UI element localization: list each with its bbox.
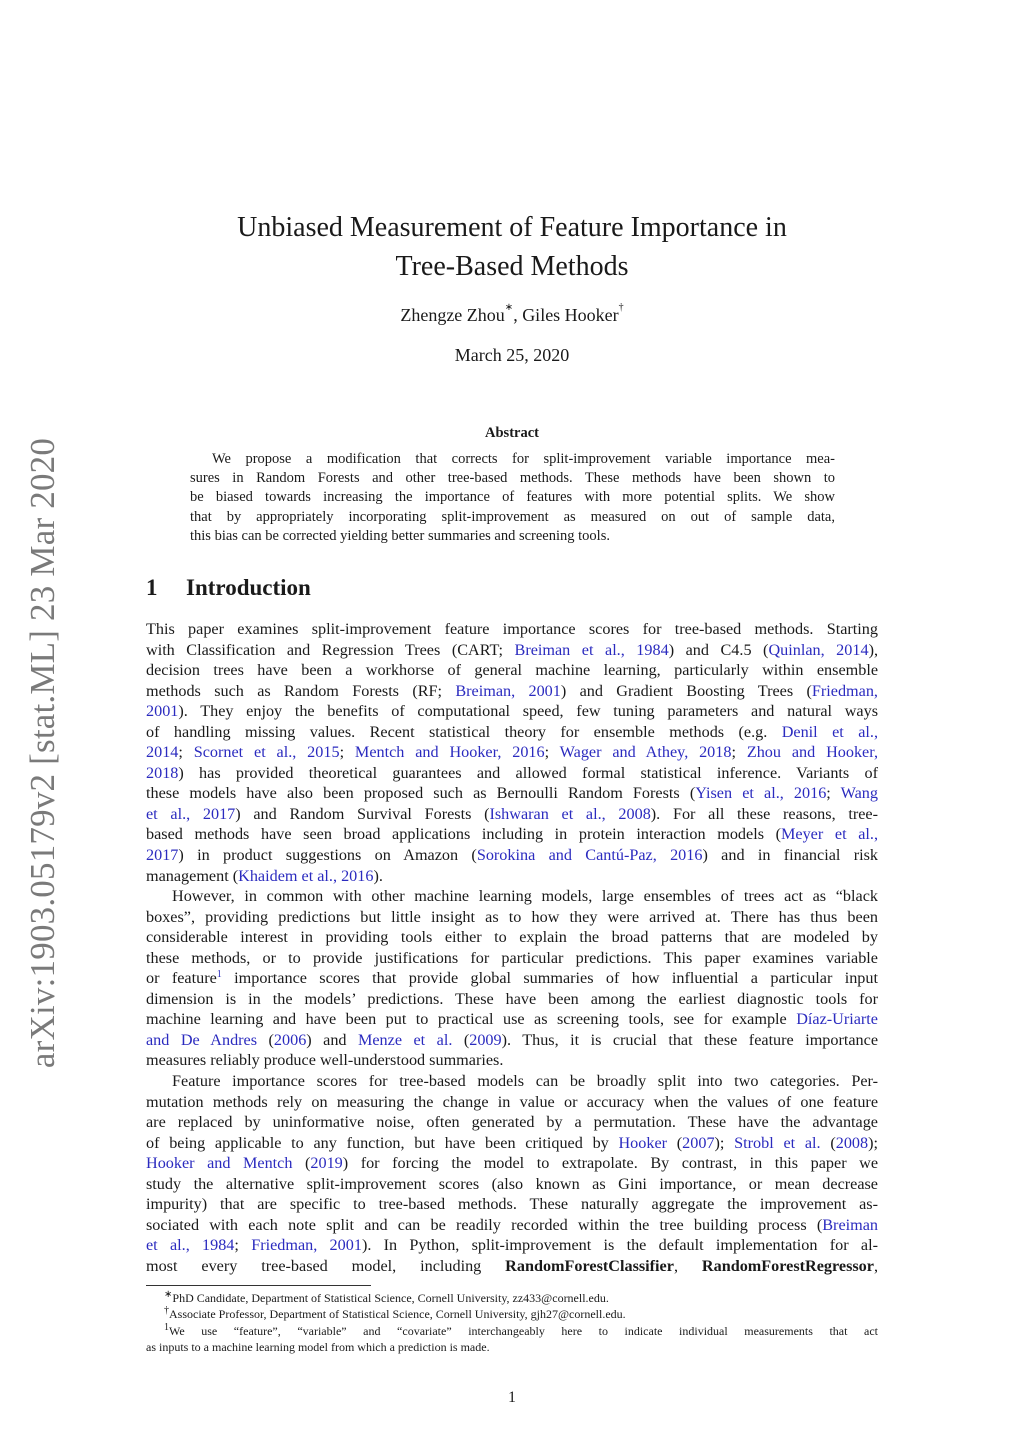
body-line: 2018) has provided theoretical guarantees and allowed formal statistical inference. Variants of (146, 763, 878, 782)
citation-link[interactable]: 2009 (469, 1030, 502, 1049)
body-line: 2001). They enjoy the benefits of computational speed, few tuning parameters and natural ways (146, 702, 878, 721)
citation-link[interactable]: Menze et al. (357, 1030, 453, 1049)
abstract-line: this bias can be corrected yielding better summaries and screening tools. (190, 527, 610, 544)
body-line: decision trees have been a workhorse of general machine learning, particularly within ensemble (146, 661, 878, 680)
citation-link[interactable]: Breiman, 2001 (455, 681, 561, 700)
code-term: RandomForestRegressor (701, 1256, 874, 1275)
citation-link[interactable]: Breiman (822, 1215, 878, 1234)
body-line: measures reliably produce well-understood summaries. (146, 1051, 504, 1070)
citation-link[interactable]: 2017 (146, 846, 179, 865)
citation-link[interactable]: et al., 2017 (146, 804, 236, 823)
arxiv-identifier (18, 435, 68, 1070)
body-line: et al., 1984; Friedman, 2001). In Python, split-improvement is the default implementation for al- (146, 1236, 878, 1255)
body-line: study the alternative split-improvement scores (also known as Gini importance, or mean decrease (146, 1174, 878, 1193)
citation-link[interactable]: Wager and Athey, 2018 (559, 743, 732, 762)
abstract-line: that by appropriately incorporating split-improvement as measured on out of sample data, (190, 508, 835, 525)
paper-date: March 25, 2020 (454, 345, 570, 365)
citation-link[interactable]: Friedman, (811, 681, 878, 700)
citation-link[interactable]: Quinlan, 2014 (768, 640, 869, 659)
citation-link[interactable]: 2018 (146, 763, 179, 782)
abstract-line: be biased towards increasing the importance of features with more potential splits. We show (190, 489, 835, 506)
citation-link[interactable]: Yisen et al., 2016 (695, 784, 827, 803)
body-line: methods such as Random Forests (RF; Breiman, 2001) and Gradient Boosting Trees (Friedman, (146, 681, 878, 700)
citation-link[interactable]: 2019 (310, 1154, 343, 1173)
citation-link[interactable]: 2014 (146, 743, 179, 762)
author-1-mark: ∗ (504, 302, 514, 313)
body-line: et al., 2017) and Random Survival Forests (Ishwaran et al., 2008). For all these reasons, tree- (146, 804, 878, 823)
body-text (146, 619, 878, 1277)
body-line: However, in common with other machine learning models, large ensembles of trees act as “black (172, 887, 878, 906)
footnote: $^1$We use “feature”, “variable” and “covariate” interchangeably here to indicate individual measurements that act (164, 1321, 878, 1338)
body-line: these models have also been proposed such as Bernoulli Random Forests (Yisen et al., 2016; Wang (146, 784, 878, 803)
body-line: considerable interest in providing tools either to explain the broad patterns that are modeled by (146, 928, 878, 947)
citation-link[interactable]: and De Andres (146, 1030, 258, 1049)
citation-link[interactable]: Mentch and Hooker, 2016 (354, 743, 545, 762)
title-line-2: Tree-Based Methods (395, 251, 629, 282)
citation-link[interactable]: Strobl et al. (734, 1133, 821, 1152)
citation-link[interactable]: 2006 (273, 1030, 307, 1049)
citation-link[interactable]: Meyer et al., (781, 825, 878, 844)
body-line: based methods have seen broad applications including in protein interaction models (Meyer et al., (146, 825, 878, 844)
code-term: RandomForestClassifier (505, 1256, 674, 1275)
footnote-rule (146, 1285, 371, 1286)
citation-link[interactable]: Hooker and Mentch (146, 1154, 293, 1173)
footnote-ref[interactable]: 1 (216, 969, 222, 981)
body-line: management (Khaidem et al., 2016). (146, 866, 383, 885)
citation-link[interactable]: Díaz-Uriarte (796, 1010, 878, 1029)
citation-link[interactable]: 2001 (146, 702, 179, 721)
author-2: Giles Hooker (522, 305, 619, 325)
footnotes (146, 1290, 878, 1355)
body-line: impurity) that are specific to tree-based methods. These naturally aggregate the improvement as- (146, 1195, 878, 1214)
section-number: 1 (146, 575, 158, 600)
body-line: This paper examines split-improvement feature importance scores for tree-based methods. Starting (146, 620, 878, 638)
title-line-1: Unbiased Measurement of Feature Importance in (237, 212, 787, 243)
abstract-heading: Abstract (485, 425, 539, 441)
citation-link[interactable]: 2007 (682, 1133, 715, 1152)
body-line: dimension is in the models’ predictions. These have been among the earliest diagnostic tools for (146, 989, 878, 1008)
citation-link[interactable]: Khaidem et al., 2016 (238, 866, 374, 885)
body-line: and De Andres (2006) and Menze et al. (2009). Thus, it is crucial that these feature importance (146, 1030, 879, 1049)
body-line: or feature$^1$ importance scores that provide global summaries of how influential a particular input (146, 969, 878, 988)
arxiv-identifier-text: arXiv:1903.05179v2 [stat.ML] 23 Mar 2020 (23, 437, 62, 1068)
paper-title (0, 208, 1024, 286)
body-line: mutation methods rely on measuring the change in value or accuracy when the values of one feature (146, 1092, 878, 1111)
authors: Zhengze Zhou∗, Giles Hooker† (400, 302, 624, 325)
body-line: of handling missing values. Recent statistical theory for ensemble methods (e.g. Denil et al., (146, 722, 879, 741)
body-line: 2014; Scornet et al., 2015; Mentch and Hooker, 2016; Wager and Athey, 2018; Zhou and Hooker, (146, 743, 879, 762)
section-title: Introduction (186, 575, 311, 600)
citation-link[interactable]: Ishwaran et al., 2008 (489, 804, 651, 823)
citation-link[interactable]: Friedman, 2001 (251, 1236, 362, 1255)
author-1: Zhengze Zhou (400, 305, 505, 325)
footnote-continuation: as inputs to a machine learning model from which a prediction is made. (146, 1339, 490, 1354)
abstract-line: We propose a modification that corrects for split-improvement variable importance mea- (212, 451, 835, 467)
body-line: Feature importance scores for tree-based models can be broadly split into two categories. Per- (172, 1072, 878, 1091)
citation-link[interactable]: Denil et al., (781, 722, 879, 741)
footnote: ∗PhD Candidate, Department of Statistical Science, Cornell University, zz433@cornell.edu. (164, 1289, 609, 1305)
body-line: are replaced by uninformative noise, often generated by a permutation. These have the advantage (146, 1113, 878, 1132)
citation-link[interactable]: 2008 (835, 1133, 869, 1152)
abstract-line: sures in Random Forests and other tree-based methods. These methods have been shown to (190, 470, 835, 487)
citation-link[interactable]: Sorokina and Cantú-Paz, 2016 (476, 846, 703, 865)
body-line: Hooker and Mentch (2019) for forcing the model to extrapolate. By contrast, in this paper we (146, 1154, 878, 1173)
abstract-body (190, 450, 835, 546)
body-line: boxes”, providing predictions but little insight as to how they were arrived at. There has thus been (146, 907, 878, 926)
body-line: most every tree-based model, including RandomForestClassifier, RandomForestRegressor, (146, 1256, 878, 1275)
citation-link[interactable]: Breiman et al., 1984 (514, 640, 669, 659)
body-line: with Classification and Regression Trees (CART; Breiman et al., 1984) and C4.5 (Quinlan, 2014), (146, 640, 878, 659)
body-line: sociated with each note split and can be readily recorded within the tree building process (Breiman (146, 1215, 878, 1234)
author-2-mark: † (618, 302, 624, 313)
page-number: 1 (508, 1389, 516, 1406)
citation-link[interactable]: Zhou and Hooker, (746, 743, 879, 762)
body-line: these methods, or to provide justifications for particular predictions. This paper examines variable (146, 948, 878, 967)
citation-link[interactable]: Scornet et al., 2015 (193, 743, 340, 762)
citation-link[interactable]: Hooker (618, 1133, 668, 1152)
citation-link[interactable]: et al., 1984 (146, 1236, 235, 1255)
section-heading (146, 575, 311, 601)
footnote: †Associate Professor, Department of Statistical Science, Cornell University, gjh27@cornell.edu. (164, 1305, 626, 1322)
body-line: of being applicable to any function, but have been critiqued by Hooker (2007); Strobl et al. (2008); (146, 1133, 878, 1152)
body-line: machine learning and have been put to practical use as screening tools, see for example Díaz-Uriarte (146, 1010, 878, 1029)
body-line: 2017) in product suggestions on Amazon (Sorokina and Cantú-Paz, 2016) and in financial risk (146, 846, 878, 865)
citation-link[interactable]: Wang (840, 784, 878, 803)
